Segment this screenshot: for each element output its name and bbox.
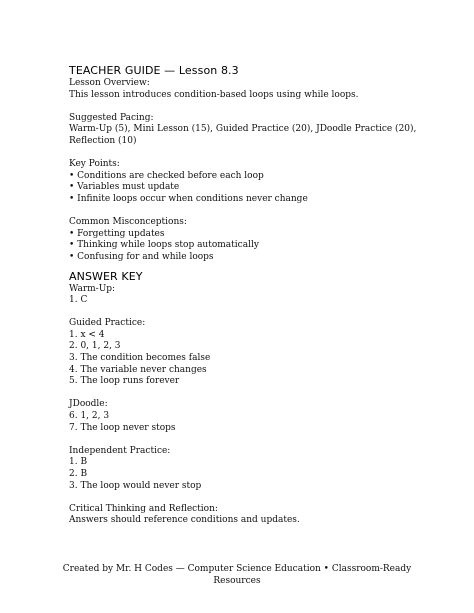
misconception-item: • Thinking while loops stop automatically — [69, 240, 259, 251]
answer-key-title: ANSWER KEY — [69, 269, 143, 283]
guided-answer: 1. x < 4 — [69, 329, 105, 340]
page-footer — [60, 564, 414, 587]
independent-answer: 3. The loop would never stop — [69, 480, 202, 491]
misconception-item: • Forgetting updates — [69, 228, 165, 239]
pacing-line: Warm-Up (5), Mini Lesson (15), Guided Practice (20), JDoodle Practice (20), — [69, 124, 417, 135]
jdoodle-heading: JDoodle: — [69, 399, 108, 410]
footer-credit: Created by Mr. H Codes — Computer Science Education • Classroom-Ready — [62, 564, 412, 574]
overview-heading: Lesson Overview: — [69, 78, 150, 88]
guided-answer: 2. 0, 1, 2, 3 — [69, 341, 121, 352]
key-point-item: • Variables must update — [69, 182, 180, 193]
guided-heading: Guided Practice: — [69, 318, 146, 329]
warmup-heading: Warm-Up: — [69, 283, 116, 294]
misconceptions-heading: Common Misconceptions: — [69, 217, 187, 228]
critical-heading: Critical Thinking and Reflection: — [69, 503, 218, 514]
guided-answer: 5. The loop runs forever — [69, 376, 180, 387]
key-points-heading: Key Points: — [69, 159, 120, 170]
page-title: TEACHER GUIDE — Lesson 8.3 — [69, 64, 239, 77]
key-point-item: • Infinite loops occur when conditions never change — [69, 193, 308, 204]
independent-answer: 2. B — [69, 469, 88, 479]
jdoodle-answer: 6. 1, 2, 3 — [69, 411, 110, 422]
warmup-answer: 1. C — [69, 295, 88, 306]
independent-answer: 1. B — [69, 457, 88, 468]
guided-answer: 3. The condition becomes false — [69, 353, 211, 364]
pacing-heading: Suggested Pacing: — [69, 112, 154, 123]
jdoodle-answer: 7. The loop never stops — [69, 422, 176, 433]
misconception-item: • Confusing for and while loops — [69, 251, 214, 262]
guided-answer: 4. The variable never changes — [69, 364, 207, 375]
teacher-guide-page — [69, 64, 429, 527]
pacing-line: Reflection (10) — [69, 135, 137, 146]
critical-text: Answers should reference conditions and updates. — [69, 515, 300, 526]
independent-heading: Independent Practice: — [69, 445, 171, 456]
footer-credit-continued: Resources — [213, 575, 261, 586]
key-point-item: • Conditions are checked before each loop — [69, 170, 264, 181]
overview-text: This lesson introduces condition-based loops using while loops. — [69, 89, 359, 100]
